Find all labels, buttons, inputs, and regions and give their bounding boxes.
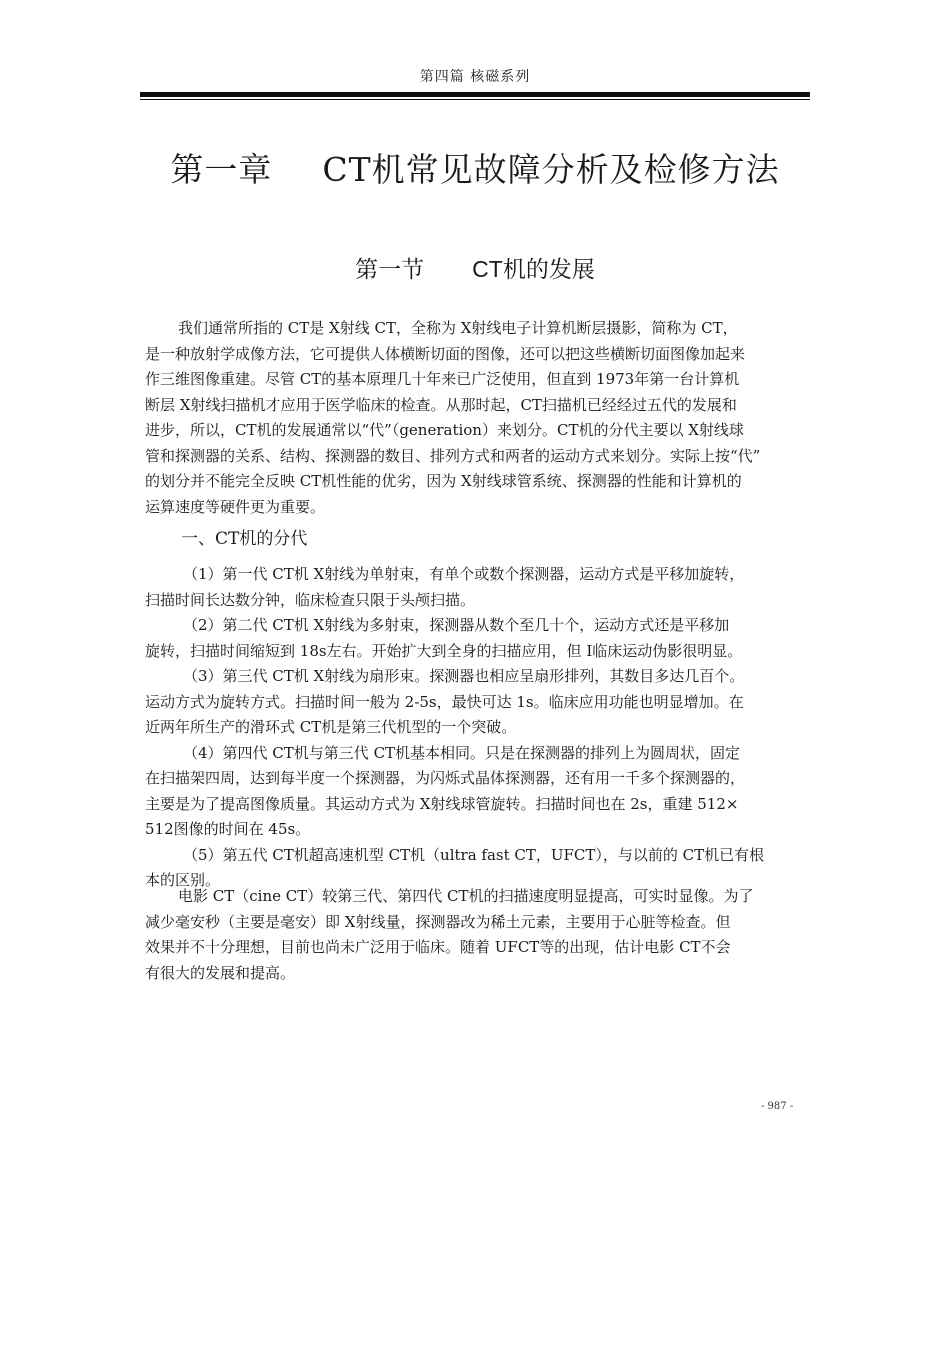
cine-ct-paragraph [145,884,825,986]
text-line: 作三维图像重建。尽管 CT的基本原理几十年来已广泛使用，但直到 1973年第一台计算机 [145,370,740,388]
text-line: 旋转，扫描时间缩短到 18s左右。开始扩大到全身的扫描应用，但 I临床运动伪影很明显。 [145,641,743,660]
text-line: 扫描时间长达数分钟，临床检查只限于头颅扫描。 [145,590,476,609]
intro-paragraph [145,316,825,520]
header-rule-thick [140,92,810,97]
chapter-title: CT机常见故障分析及检修方法 [322,150,780,189]
text-line: 本的区别。 [145,871,221,889]
text-line: 效果并不十分理想，目前也尚未广泛用于临床。随着 UFCT等的出现，估计电影 CT不会 [145,938,731,956]
section-heading [0,251,950,284]
text-line: 有很大的发展和提高。 [145,963,296,982]
chapter-number: 第一章 [170,150,273,189]
list-item: （1）第一代 CT机 X射线为单射束，有单个或数个探测器，运动方式是平移加旋转， [183,565,745,583]
list-item: （4）第四代 CT机与第三代 CT机基本相同。只是在探测器的排列上为圆周状，固定 [183,743,741,762]
section-title: CT机的发展 [472,256,595,282]
text-line: 断层 X射线扫描机才应用于医学临床的检查。从那时起，CT扫描机已经经过五代的发展和 [145,395,737,414]
text-line: 在扫描架四周，达到每半度一个探测器，为闪烁式晶体探测器，还有用一千多个探测器的， [145,769,746,787]
text-line: 我们通常所指的 CT是 X射线 CT，全称为 X射线电子计算机断层摄影，简称为 CT， [178,319,738,337]
header-rule-thin [140,99,810,100]
running-header: 第四篇 核磁系列 [419,69,531,85]
text-line: 运算速度等硬件更为重要。 [145,497,326,516]
section-number: 第一节 [355,257,425,283]
page-number: - 987 - [761,1101,794,1112]
generation-list [145,562,825,894]
text-line: 是一种放射学成像方法，它可提供人体横断切面的图像，还可以把这些横断切面图像加起来 [145,344,746,363]
text-line: 512图像的时间在 45s。 [145,820,311,838]
text-line: 运动方式为旋转方式。扫描时间一般为 2-5s，最快可达 1s。临床应用功能也明显增加。在 [145,692,744,711]
text-line: 减少毫安秒（主要是毫安）即 X射线量，探测器改为稀土元素，主要用于心脏等检查。但 [145,912,731,931]
text-line: 管和探测器的关系、结构、探测器的数目、排列方式和两者的运动方式来划分。实际上按“代” [145,446,761,465]
list-item: （2）第二代 CT机 X射线为多射束，探测器从数个至几十个，运动方式还是平移加 [183,616,730,634]
text-line: 的划分并不能完全反映 CT机性能的优劣，因为 X射线球管系统、探测器的性能和计算机的 [145,472,742,490]
list-item: （5）第五代 CT机超高速机型 CT机（ultra fast CT，UFCT），与以前的 CT机已有根 [183,845,765,864]
text-line: 进步，所以，CT机的发展通常以“代”（generation）来划分。CT机的分代主要以 X射线球 [145,421,744,439]
chapter-heading [0,144,950,191]
list-item: （3）第三代 CT机 X射线为扇形束。探测器也相应呈扇形排列，其数目多达几百个。 [183,667,745,685]
subsection-heading: 一、CT机的分代 [181,529,308,549]
text-line: 近两年所生产的滑环式 CT机是第三代机型的一个突破。 [145,718,517,736]
text-line: 电影 CT（cine CT）较第三代、第四代 CT机的扫描速度明显提高，可实时显像。为了 [178,887,754,905]
text-line: 主要是为了提高图像质量。其运动方式为 X射线球管旋转。扫描时间也在 2s，重建 512× [145,794,739,813]
